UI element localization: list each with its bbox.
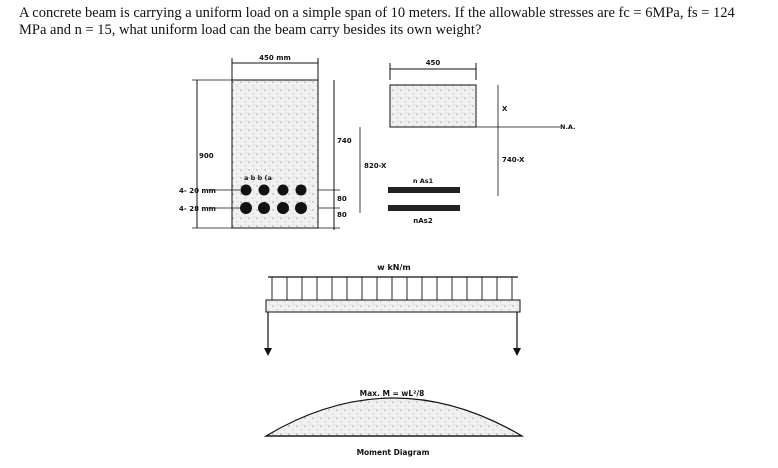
rebar: [295, 202, 307, 214]
problem-line-1: A concrete beam is carrying a uniform load on a simple span of 10 meters. If the allowable stresses are fc = 6MPa, fs = 124: [19, 5, 735, 21]
top-bars-label: 4- 20 mm: [179, 187, 216, 195]
problem-line-2: MPa and n = 15, what uniform load can the beam carry besides its own weight?: [19, 22, 482, 38]
cross-section: [179, 54, 352, 230]
load-arrows: [272, 277, 512, 300]
beam-body: [266, 300, 520, 312]
bar-row-label: a b b (a: [244, 174, 272, 182]
rebar: [296, 185, 307, 196]
dim-820x-label: 820-X: [364, 162, 387, 170]
right-support-arrow: [513, 348, 521, 356]
na-label: N.A.: [560, 123, 576, 131]
steel-strip-1: [388, 187, 460, 193]
t-width-label: 450: [425, 59, 441, 67]
compression-block: [390, 85, 476, 127]
max-moment-label: Max. M = wL²/8: [359, 389, 425, 398]
dim-740-label: 740: [337, 137, 352, 145]
dim-740x-label: 740-X: [502, 156, 525, 164]
moment-title: Moment Diagram: [356, 448, 430, 457]
left-support-arrow: [264, 348, 272, 356]
rebar: [241, 185, 252, 196]
bottom-bars-label: 4- 28 mm: [179, 205, 216, 213]
load-label: w kN/m: [377, 263, 411, 272]
steel-strip-2: [388, 205, 460, 211]
section-height-label: 900: [199, 152, 214, 160]
as1-label: n As1: [412, 177, 434, 185]
moment-curve: [266, 398, 522, 436]
dim-80b-label: 80: [337, 211, 347, 219]
moment-diagram: [266, 389, 522, 457]
as2-label: nAs2: [413, 217, 433, 225]
transformed-section: [360, 59, 576, 225]
rebar: [259, 185, 270, 196]
rebar: [277, 202, 289, 214]
rebar: [278, 185, 289, 196]
loaded-beam: [264, 263, 521, 356]
x-label: X: [502, 105, 508, 113]
rebar: [240, 202, 252, 214]
section-width-label: 450 mm: [259, 54, 291, 62]
rebar: [258, 202, 270, 214]
dim-80a-label: 80: [337, 195, 347, 203]
